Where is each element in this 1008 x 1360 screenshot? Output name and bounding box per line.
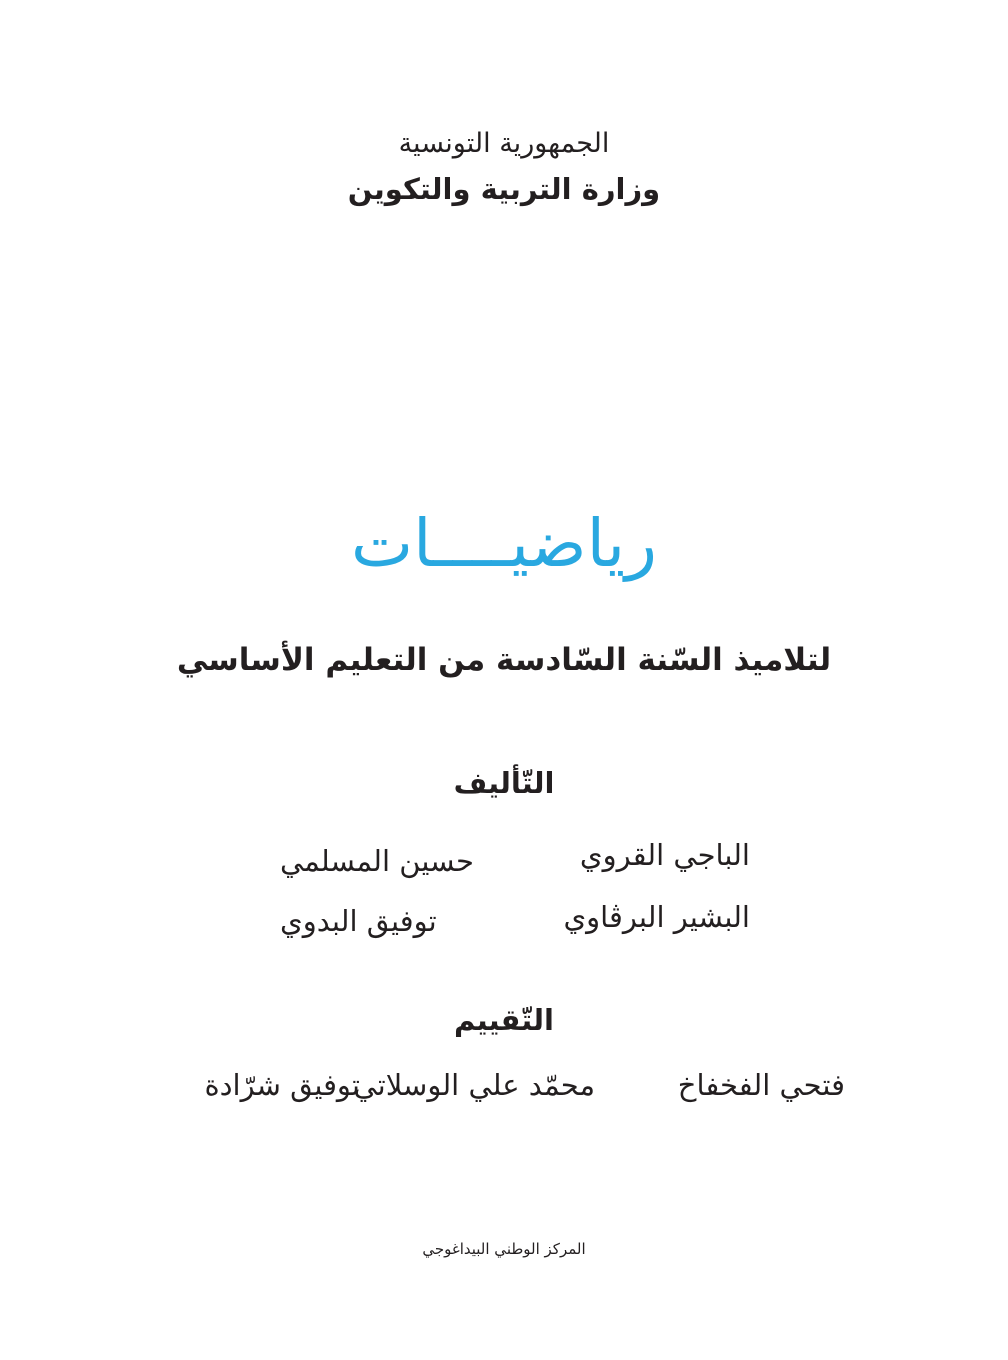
authors-heading: التّأليف <box>453 766 555 800</box>
ministry-name: وزارة التربية والتكوين <box>347 172 661 206</box>
author-name: البشير البرڤاوي <box>563 900 750 934</box>
author-name: توفيق البدوي <box>280 904 437 938</box>
author-name: حسين المسلمي <box>280 844 474 878</box>
publisher-name: المركز الوطني البيداغوجي <box>422 1240 586 1258</box>
country-name: الجمهورية التونسية <box>398 128 610 159</box>
book-title: رياضيــــات <box>351 505 657 582</box>
evaluator-name: توفيق شرّادة <box>204 1068 360 1102</box>
evaluator-name: فتحي الفخفاخ <box>677 1068 845 1102</box>
evaluator-name: محمّد علي الوسلاتي <box>353 1068 595 1102</box>
authors-list <box>250 838 770 958</box>
evaluators-list <box>190 1068 850 1118</box>
evaluation-heading: التّقييم <box>454 1003 554 1037</box>
book-subtitle: لتلاميذ السّنة السّادسة من التعليم الأساسي <box>176 642 832 678</box>
author-name: الباجي القروي <box>579 838 750 872</box>
